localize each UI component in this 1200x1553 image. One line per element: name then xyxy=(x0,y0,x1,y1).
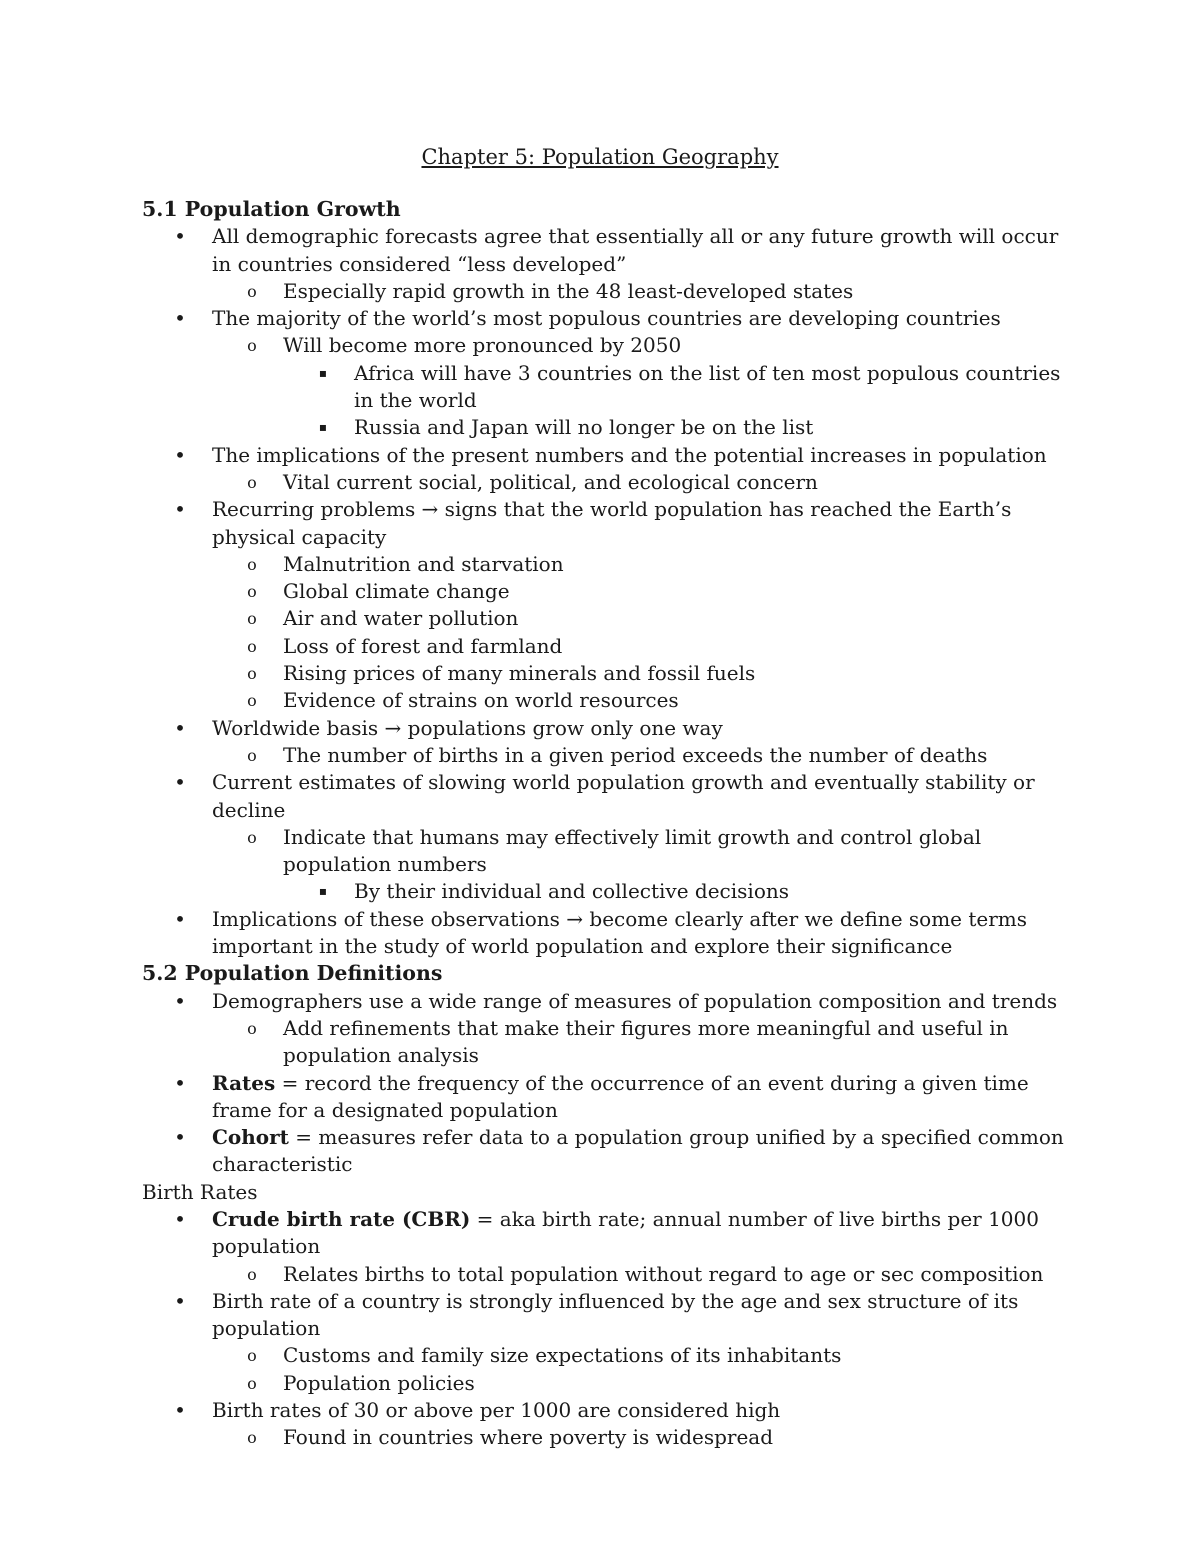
list-item-text: The majority of the world’s most populous countries are developing countries xyxy=(212,306,1001,331)
list-item-text: Relates births to total population without regard to age or sec composition xyxy=(283,1261,1044,1286)
list-item xyxy=(142,988,1072,1070)
bullet-list xyxy=(142,988,1072,1179)
list-item xyxy=(212,633,1072,660)
bullet-marker: • xyxy=(174,906,186,931)
circle-marker: o xyxy=(247,1264,257,1284)
list-item-text: Birth rate of a country is strongly influenced by the age and sex structure of its population xyxy=(212,1288,1019,1341)
bullet-marker: • xyxy=(174,1070,186,1095)
sub-list xyxy=(212,1261,1072,1288)
list-item xyxy=(142,223,1072,305)
list-item xyxy=(142,1070,1072,1125)
list-item-text: Evidence of strains on world resources xyxy=(283,688,679,713)
term-cohort: Cohort xyxy=(212,1125,289,1150)
circle-marker: o xyxy=(247,1346,257,1366)
definition-text: = measures refer data to a population group unified by a specified common characteristic xyxy=(212,1125,1064,1177)
list-item xyxy=(212,660,1072,687)
bullet-list xyxy=(142,223,1072,960)
document-body xyxy=(142,196,1072,1452)
list-item xyxy=(142,442,1072,497)
list-item-text: Current estimates of slowing world population growth and eventually stability or decline xyxy=(212,770,1035,822)
circle-marker: o xyxy=(247,1428,257,1448)
list-item-text: Found in countries where poverty is widespread xyxy=(283,1425,774,1450)
list-item xyxy=(142,906,1072,961)
list-item-text: Demographers use a wide range of measures of population composition and trends xyxy=(212,988,1058,1013)
subheading-birth-rates: Birth Rates xyxy=(142,1179,258,1204)
list-item-text: Loss of forest and farmland xyxy=(283,633,563,658)
list-item-text: Especially rapid growth in the 48 least-developed states xyxy=(283,278,854,303)
list-item xyxy=(283,360,1072,415)
list-item-text: Russia and Japan will no longer be on the list xyxy=(354,415,814,440)
list-item xyxy=(142,715,1072,770)
list-item xyxy=(142,1288,1072,1397)
list-item xyxy=(212,1015,1072,1070)
section-heading-population-growth: 5.1 Population Growth xyxy=(142,197,401,221)
list-item-text: Implications of these observations → become clearly after we define some terms important in the study of world population and explore their significance xyxy=(212,906,1028,959)
bullet-marker: • xyxy=(174,1288,186,1313)
list-item xyxy=(283,414,1072,441)
list-item-text xyxy=(212,1206,1072,1261)
list-item-text xyxy=(212,1124,1072,1179)
bullet-marker: • xyxy=(174,497,186,522)
sub-list xyxy=(212,551,1072,715)
bullet-marker: • xyxy=(174,715,186,740)
sub-sub-list xyxy=(283,360,1072,442)
list-item xyxy=(212,332,1072,441)
bullet-marker: • xyxy=(174,770,186,795)
list-item-text: Air and water pollution xyxy=(283,606,519,631)
list-item-text: The number of births in a given period exceeds the number of deaths xyxy=(283,742,988,767)
list-item xyxy=(212,605,1072,632)
list-item-text: Global climate change xyxy=(283,579,510,604)
definition-text: = record the frequency of the occurrence of an event during a given time frame for a designated population xyxy=(212,1070,1029,1122)
bullet-marker: • xyxy=(174,988,186,1013)
list-item xyxy=(212,824,1072,906)
circle-marker: o xyxy=(247,691,257,711)
sub-list xyxy=(212,824,1072,906)
definition-text: = aka birth rate; annual number of live births per 1000 population xyxy=(212,1206,1039,1259)
list-item xyxy=(212,742,1072,769)
list-item xyxy=(212,1261,1072,1288)
term-crude-birth-rate: Crude birth rate (CBR) xyxy=(212,1206,471,1231)
sub-list xyxy=(212,1424,1072,1451)
list-item xyxy=(142,1206,1072,1288)
list-item xyxy=(283,878,1072,905)
square-marker: ▪ xyxy=(318,365,328,380)
list-item xyxy=(142,769,1072,905)
list-item xyxy=(212,1370,1072,1397)
sub-list xyxy=(212,278,1072,305)
circle-marker: o xyxy=(247,281,257,301)
list-item-text: Will become more pronounced by 2050 xyxy=(283,333,682,358)
section-heading-population-definitions: 5.2 Population Definitions xyxy=(142,961,443,986)
list-item-text: Vital current social, political, and ecological concern xyxy=(283,469,818,494)
bullet-marker: • xyxy=(174,224,186,249)
circle-marker: o xyxy=(247,636,257,656)
list-item xyxy=(212,469,1072,496)
list-item xyxy=(142,1124,1072,1179)
list-item xyxy=(212,578,1072,605)
circle-marker: o xyxy=(247,582,257,602)
list-item-text: The implications of the present numbers and the potential increases in population xyxy=(212,442,1047,467)
term-rates: Rates xyxy=(212,1070,276,1095)
circle-marker: o xyxy=(247,1373,257,1393)
list-item xyxy=(142,1397,1072,1452)
bullet-list xyxy=(142,1206,1072,1452)
circle-marker: o xyxy=(247,1018,257,1038)
circle-marker: o xyxy=(247,336,257,356)
bullet-marker: • xyxy=(174,442,186,467)
list-item-text: Customs and family size expectations of its inhabitants xyxy=(283,1343,842,1368)
bullet-marker: • xyxy=(174,306,186,331)
list-item xyxy=(212,1342,1072,1369)
circle-marker: o xyxy=(247,609,257,629)
list-item-text: Malnutrition and starvation xyxy=(283,551,564,576)
list-item xyxy=(212,278,1072,305)
chapter-title: Chapter 5: Population Geography xyxy=(421,145,779,169)
circle-marker: o xyxy=(247,664,257,684)
bullet-marker: • xyxy=(174,1398,186,1423)
list-item-text: By their individual and collective decisions xyxy=(354,879,789,904)
list-item-text: Population policies xyxy=(283,1370,475,1395)
sub-list xyxy=(212,1015,1072,1070)
list-item-text: Birth rates of 30 or above per 1000 are considered high xyxy=(212,1398,781,1423)
list-item xyxy=(212,687,1072,714)
list-item xyxy=(142,496,1072,714)
sub-list xyxy=(212,1342,1072,1397)
list-item-text: All demographic forecasts agree that essentially all or any future growth will occur in countries considered “less developed” xyxy=(212,224,1059,276)
list-item-text: Rising prices of many minerals and fossil fuels xyxy=(283,661,756,686)
bullet-marker: • xyxy=(174,1206,186,1231)
list-item xyxy=(142,305,1072,441)
list-item-text: Africa will have 3 countries on the list of ten most populous countries in the world xyxy=(354,360,1061,413)
circle-marker: o xyxy=(247,554,257,574)
circle-marker: o xyxy=(247,472,257,492)
list-item xyxy=(212,1424,1072,1451)
list-item-text: Add refinements that make their figures more meaningful and useful in population analysis xyxy=(283,1015,1009,1068)
list-item-text: Worldwide basis → populations grow only one way xyxy=(212,715,723,740)
square-marker: ▪ xyxy=(318,884,328,899)
sub-sub-list xyxy=(283,878,1072,905)
square-marker: ▪ xyxy=(318,420,328,435)
sub-list xyxy=(212,332,1072,441)
list-item-text: Recurring problems → signs that the world population has reached the Earth’s physical capacity xyxy=(212,497,1012,549)
list-item-text: Indicate that humans may effectively limit growth and control global population numbers xyxy=(283,824,982,877)
sub-list xyxy=(212,469,1072,496)
circle-marker: o xyxy=(247,827,257,847)
sub-list xyxy=(212,742,1072,769)
list-item xyxy=(212,551,1072,578)
list-item-text xyxy=(212,1070,1072,1125)
circle-marker: o xyxy=(247,745,257,765)
bullet-marker: • xyxy=(174,1125,186,1150)
